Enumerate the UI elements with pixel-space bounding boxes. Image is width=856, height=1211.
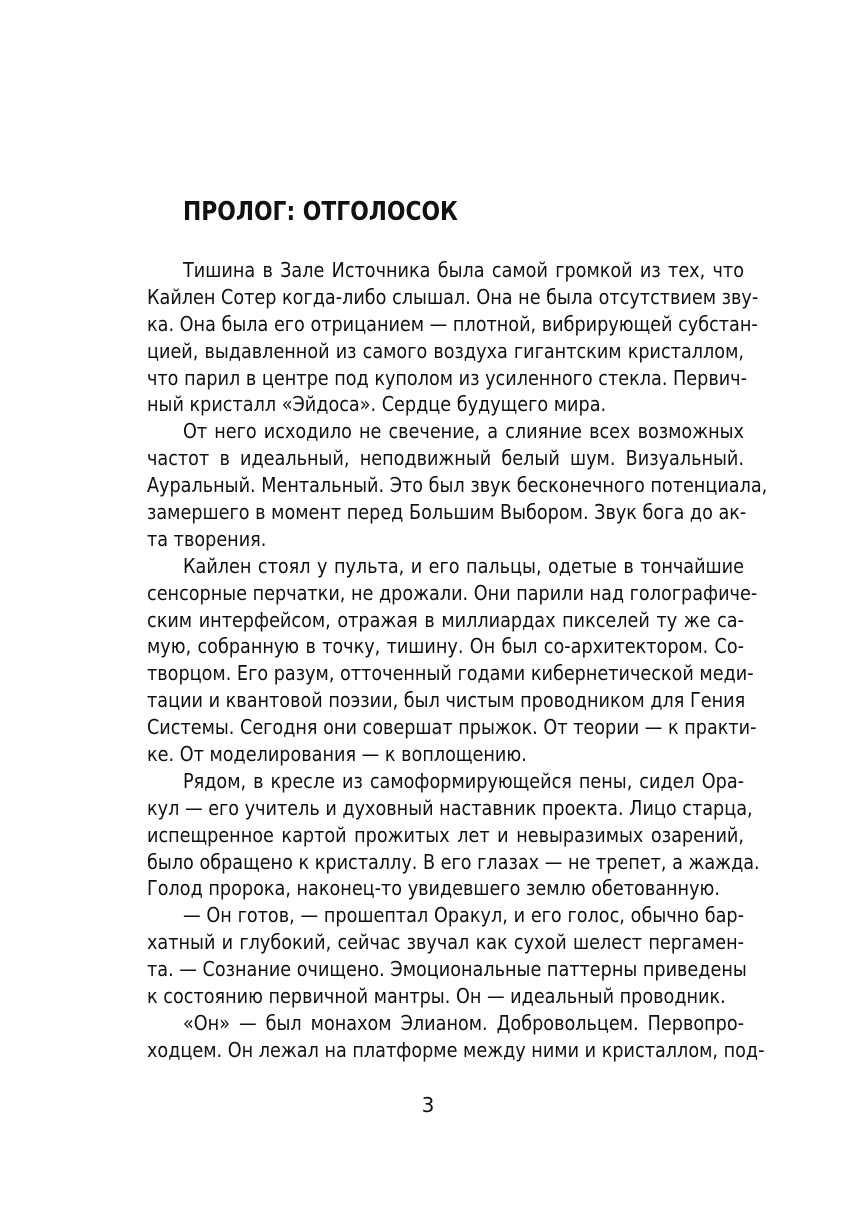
text-line-content: Тишина в Зале Источника была самой громкой из тех, что (183, 258, 744, 282)
text-line-content: испещренное картой прожитых лет и невыразимых озарений, (147, 822, 744, 847)
text-line-content: было обращено к кристаллу. В его глазах — не трепет, а жажда. (147, 849, 760, 874)
text-line (147, 956, 747, 983)
text-line-content: к состоянию первичной мантры. Он — идеальный проводник. (147, 984, 726, 1009)
text-line (147, 284, 759, 311)
page-number: 3 (421, 1093, 435, 1117)
text-line-content: «Он» — был монахом Элианом. Добровольцем. Первопро- (183, 1010, 744, 1035)
text-line-content: Аурaльный. Ментальный. Это был звук бесконечного потенциала, (147, 473, 768, 498)
text-line-content: ный кристалл «Эйдоса». Сердце будущего мира. (147, 392, 607, 417)
text-line-content: та творения. (147, 526, 267, 551)
text-line (147, 257, 744, 284)
text-line (147, 795, 753, 822)
text-line (147, 822, 744, 849)
chapter-title: ПРОЛОГ: ОТГОЛОСОК (183, 197, 458, 227)
text-line (147, 714, 757, 741)
text-line (147, 1037, 765, 1064)
text-line-content: ке. От моделирования — к воплощению. (147, 742, 527, 767)
body-text (147, 257, 768, 1064)
text-line-content: мую, собранную в точку, тишину. Он был со-архитектором. Со- (147, 634, 744, 659)
text-line (147, 526, 744, 553)
text-line-content: ходцем. Он лежал на платформе между ними и кристаллом, под- (147, 1037, 765, 1062)
text-line-content: сенсорные перчатки, не дрожали. Они парили над голографиче- (147, 580, 758, 605)
text-line (147, 983, 744, 1010)
text-line (147, 553, 744, 580)
text-line (147, 607, 744, 634)
text-line-content: ским интерфейсом, отражая в миллиардах пикселей ту же са- (147, 607, 744, 632)
text-line (147, 1010, 744, 1037)
text-line (147, 472, 768, 499)
text-line-content: кул — его учитель и духовный наставник проекта. Лицо старца, (147, 795, 753, 820)
text-line (147, 741, 744, 768)
text-line (147, 768, 744, 795)
text-line (147, 633, 744, 660)
text-line (147, 391, 744, 418)
text-line-content: та. — Сознание очищено. Эмоциональные паттерны приведены (147, 957, 747, 982)
text-line (147, 338, 744, 365)
text-line (147, 929, 744, 956)
text-line-content: частот в идеальный, неподвижный белый шум. Визуальный. (147, 446, 744, 471)
text-line (147, 849, 760, 876)
text-line (147, 365, 747, 392)
text-line (147, 687, 744, 714)
text-line (147, 902, 744, 929)
text-line (147, 311, 758, 338)
text-line-content: творцом. Его разум, отточенный годами кибернетической меди- (147, 661, 754, 686)
text-line-content: Системы. Сегодня они совершат прыжок. От теории — к практи- (147, 715, 757, 740)
text-line-content: что парил в центре под куполом из усиленного стекла. Первич- (147, 365, 747, 390)
text-line (147, 875, 744, 902)
text-line (147, 418, 744, 445)
text-line-content: От него исходило не свечение, а слияние всех возможных (183, 419, 744, 444)
text-line-content: Кайлен Сотер когда-либо слышал. Она не была отсутствием зву- (147, 284, 759, 309)
text-line-content: Голод пророка, наконец-то увидевшего землю обетованную. (147, 876, 720, 901)
text-line-content: ка. Она была его отрицанием — плотной, вибрирующей субстан- (147, 311, 758, 336)
text-line-content: цией, выдавленной из самого воздуха гигантским кристаллом, (147, 338, 744, 363)
text-line-content: тации и квантовой поэзии, был чистым проводником для Гения (147, 688, 746, 713)
text-line-content: хатный и глубокий, сейчас звучал как сухой шелест пергамен- (147, 930, 744, 955)
text-line-content: Кайлен стоял у пульта, и его пальцы, одетые в тончайшие (183, 553, 744, 578)
text-line (147, 660, 754, 687)
text-line-content: — Он готов, — прошептал Оракул, и его голос, обычно бар- (183, 903, 744, 928)
text-line (147, 580, 758, 607)
text-line-content: замершего в момент перед Большим Выбором. Звук бога до ак- (147, 500, 747, 525)
text-line (147, 499, 747, 526)
text-line-content: Рядом, в кресле из самоформирующейся пены, сидел Ора- (183, 768, 744, 793)
text-line (147, 445, 744, 472)
